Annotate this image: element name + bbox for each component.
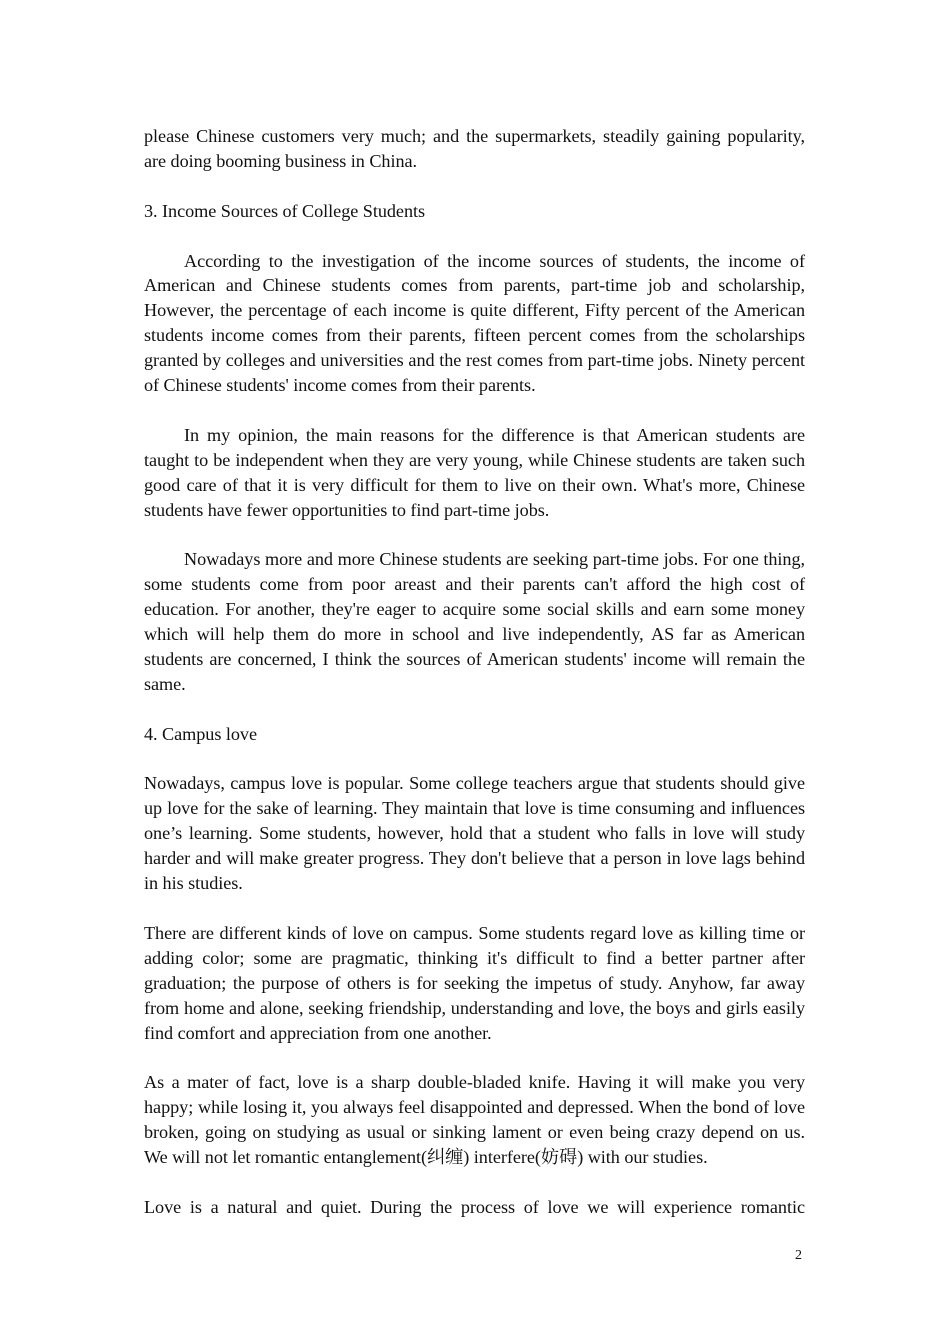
paragraph-kinds-of-love: There are different kinds of love on campus. Some students regard love as killing time or adding color; some are pragmatic, thinking it's difficult to find a better partner after graduation; the purpose of others is for seeking the impetus of study. Anyhow, far away from home and alone, seeking friendship, understanding and love, the boys and girls easily find comfort and appreciation from one another.: [144, 922, 805, 1043]
page-number: 2: [795, 1248, 802, 1263]
paragraph-supermarkets-continued: please Chinese customers very much; and the supermarkets, steadily gaining popularity, are doing booming business in China.: [144, 126, 805, 171]
paragraph-income-investigation: According to the investigation of the income sources of students, the income of American and Chinese students comes from parents, part-time job and scholarship, However, the percentage of each income is quite different, Fifty percent of the American students income comes from their parents, fifteen percent comes from the scholarships granted by colleges and universities and the rest comes from part-time jobs. Ninety percent of Chinese students' income comes from their parents.: [144, 250, 805, 396]
paragraph-part-time-jobs: Nowadays more and more Chinese students are seeking part-time jobs. For one thing, some students come from poor areast and their parents can't afford the high cost of education. For another, they're eager to acquire some social skills and earn some money which will help them do more in school and live independently, AS far as American students are concerned, I think the sources of American students' income will remain the same.: [144, 549, 805, 694]
document-page: [144, 124, 805, 1245]
paragraph-campus-love-popular: Nowadays, campus love is popular. Some college teachers argue that students should give up love for the sake of learning. They maintain that love is time consuming and influences one’s learning. Some students, however, hold that a student who falls in love will study harder and will make greater progress. They don't believe that a person in love lags behind in his studies.: [144, 773, 805, 894]
paragraph-opinion-difference: In my opinion, the main reasons for the difference is that American students are taught to be independent when they are very young, while Chinese students are taken such good care of that it is very difficult for them to live on their own. What's more, Chinese students have fewer opportunities to find part-time jobs.: [144, 424, 805, 520]
paragraph-love-natural-continues: Love is a natural and quiet. During the process of love we will experience romantic: [144, 1196, 805, 1217]
section-heading-income-sources: 3. Income Sources of College Students: [144, 200, 426, 221]
section-heading-campus-love: 4. Campus love: [144, 723, 257, 744]
paragraph-double-bladed-knife: As a mater of fact, love is a sharp double-bladed knife. Having it will make you very happy; while losing it, you always feel disappointed and depressed. When the bond of love broken, going on studying as usual or sinking lament or even being crazy depend on us. We will not let romantic entanglement(纠缠) interfere(妨碍) with our studies.: [144, 1072, 805, 1168]
